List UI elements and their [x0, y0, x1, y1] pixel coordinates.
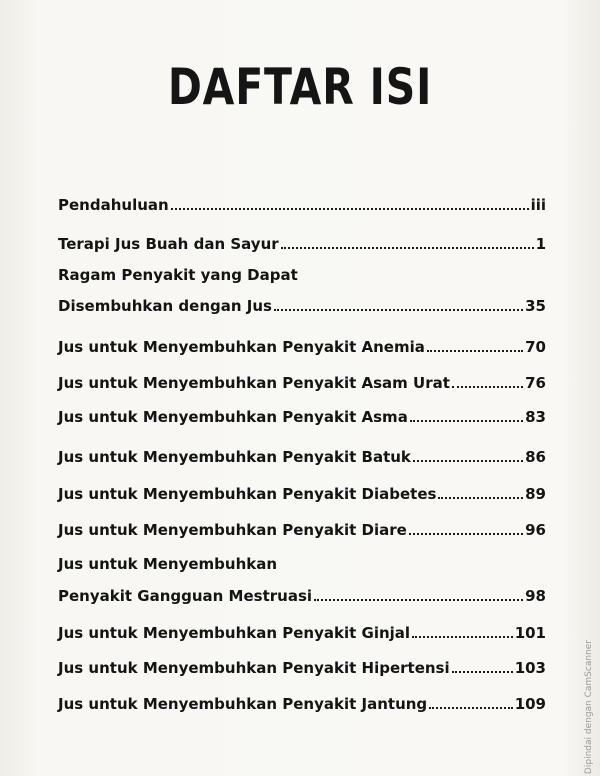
- toc-entry-title: Jus untuk Menyembuhkan Penyakit Jantung: [58, 695, 428, 713]
- toc-entry-title: Terapi Jus Buah dan Sayur: [58, 235, 279, 253]
- toc-entry-title: Jus untuk Menyembuhkan Penyakit Batuk: [58, 448, 411, 466]
- dot-leader: [412, 636, 513, 638]
- toc-entry-page: 109: [514, 695, 546, 713]
- toc-entry-title: Disembuhkan dengan Jus: [58, 297, 272, 315]
- toc-entry-title: Jus untuk Menyembuhkan Penyakit Asam Urat: [58, 374, 450, 392]
- toc-entry-page: 96: [525, 521, 546, 539]
- toc-entry-hipertensi: [58, 659, 546, 677]
- dot-leader: [452, 671, 513, 673]
- dot-leader: [438, 497, 523, 499]
- toc-entry-page: 86: [525, 448, 546, 466]
- toc-entry-jantung: [58, 695, 546, 713]
- toc-entry-mestruasi: [58, 587, 546, 605]
- dot-leader: [410, 420, 523, 422]
- dot-leader: [281, 247, 534, 249]
- toc-entry-page: 103: [514, 659, 546, 677]
- scanner-watermark: Dipindai dengan CamScanner: [584, 640, 594, 775]
- toc-entry-page: iii: [530, 196, 546, 214]
- toc-entry-title: Jus untuk Menyembuhkan Penyakit Asma: [58, 408, 408, 426]
- toc-entry-title: Pendahuluan: [58, 196, 169, 214]
- toc-entry-title: Penyakit Gangguan Mestruasi: [58, 587, 313, 605]
- toc-entry-asma: [58, 408, 546, 426]
- dot-leader: [452, 386, 523, 388]
- toc-entry-page: 98: [525, 587, 546, 605]
- dot-leader: [429, 707, 513, 709]
- toc-entry-page: 1: [535, 235, 546, 253]
- dot-leader: [314, 599, 523, 601]
- toc-entry-page: 76: [525, 374, 546, 392]
- toc-entry-page: 70: [525, 338, 546, 356]
- toc-entry-batuk: [58, 448, 546, 466]
- toc-entry-page: 35: [525, 297, 546, 315]
- toc-entry-title: Jus untuk Menyembuhkan Penyakit Diare: [58, 521, 407, 539]
- toc-entry-diabetes: [58, 485, 546, 503]
- toc-entry-diare: [58, 521, 546, 539]
- dot-leader: [171, 208, 529, 210]
- toc-entry-pendahuluan: [58, 196, 546, 214]
- toc-entry-terapi: [58, 235, 546, 253]
- toc-entry-page: 101: [514, 624, 546, 642]
- dot-leader: [427, 350, 523, 352]
- toc-entry-ragam: [58, 297, 546, 315]
- toc-entry-title-line1: Ragam Penyakit yang Dapat: [58, 266, 298, 284]
- dot-leader: [409, 533, 523, 535]
- toc-entry-page: 83: [525, 408, 546, 426]
- toc-entry-title: Jus untuk Menyembuhkan Penyakit Ginjal: [58, 624, 411, 642]
- dot-leader: [413, 460, 523, 462]
- toc-entry-title: Jus untuk Menyembuhkan Penyakit Diabetes: [58, 485, 437, 503]
- toc-entry-title: Jus untuk Menyembuhkan Penyakit Anemia: [58, 338, 425, 356]
- toc-entry-title-line1: Jus untuk Menyembuhkan: [58, 555, 278, 573]
- toc-entry-ginjal: [58, 624, 546, 642]
- toc-entry-title: Jus untuk Menyembuhkan Penyakit Hipertensi: [58, 659, 450, 677]
- toc-entry-anemia: [58, 338, 546, 356]
- toc-entry-page: 89: [525, 485, 546, 503]
- toc-entry-asam-urat: [58, 374, 546, 392]
- page-title: DAFTAR ISI: [167, 58, 433, 116]
- dot-leader: [274, 309, 523, 311]
